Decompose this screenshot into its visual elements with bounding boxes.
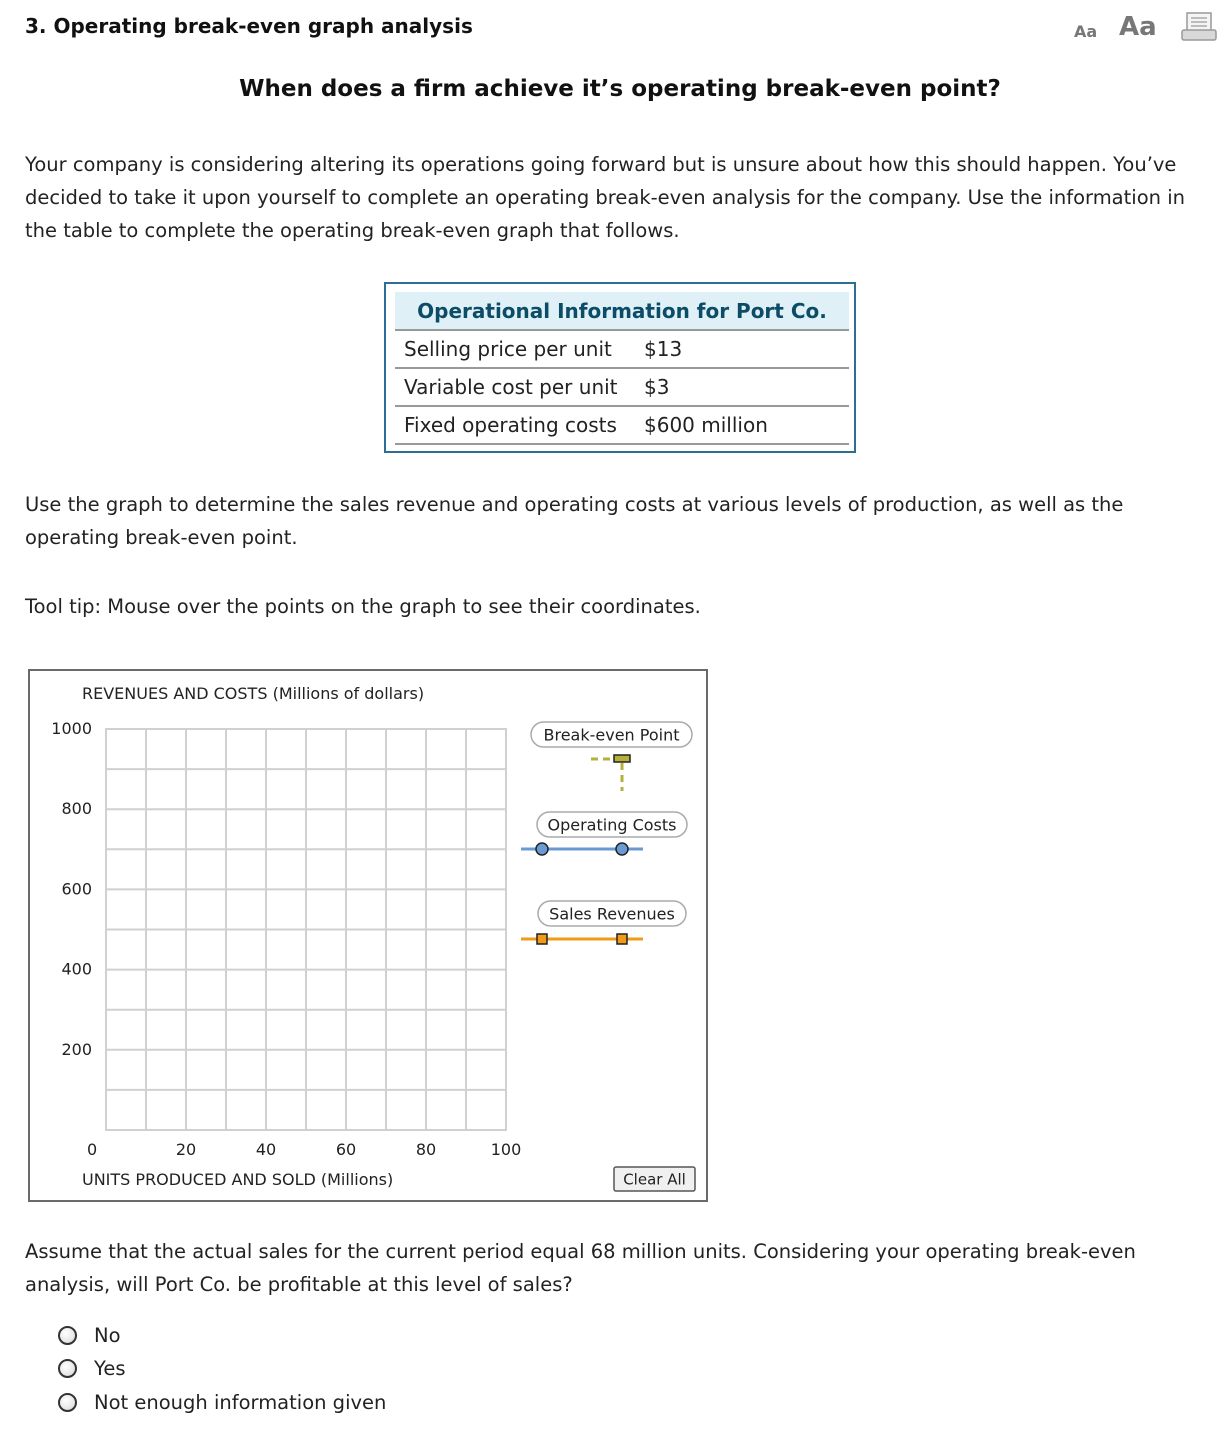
question-title: 3. Operating break-even graph analysis (25, 14, 473, 38)
row-label-selling-price: Selling price per unit (395, 330, 644, 368)
x-tick-label: 20 (175, 1140, 197, 1159)
answer-label-yes: Yes (94, 1356, 126, 1380)
operating-costs-tool[interactable] (521, 812, 687, 855)
radio-button-no[interactable] (58, 1326, 77, 1345)
sales-revenues-point-2[interactable] (617, 934, 627, 944)
graph-instructions: Use the graph to determine the sales revenue and operating costs at various levels of production, as well as the operating break-even point. (25, 493, 1124, 549)
y-tick-label: 1000 (51, 719, 92, 738)
answer-option-no[interactable] (58, 1321, 121, 1349)
row-value-fixed-costs: $600 million (644, 406, 849, 444)
break-even-label: Break-even Point (543, 725, 680, 745)
table-row (395, 330, 849, 368)
clear-all-label: Clear All (623, 1170, 686, 1189)
y-tick-label: 600 (61, 879, 92, 899)
radio-button-yes[interactable] (58, 1359, 77, 1378)
table-row (395, 368, 849, 406)
answer-option-yes[interactable] (58, 1354, 125, 1382)
printer-icon[interactable] (1181, 12, 1217, 46)
table-title: Operational Information for Port Co. (395, 292, 849, 330)
row-label-variable-cost: Variable cost per unit (395, 368, 644, 406)
radio-button-not-enough-info[interactable] (58, 1393, 77, 1412)
row-value-variable-cost: $3 (644, 368, 849, 406)
break-even-marker[interactable] (614, 755, 630, 762)
y-tick-label: 200 (61, 1039, 92, 1059)
row-label-fixed-costs: Fixed operating costs (395, 406, 644, 444)
question-text: Assume that the actual sales for the current period equal 68 million units. Considering your operating break-even analysis, will Port Co. be profitable at this level of sales? (25, 1240, 1136, 1296)
y-tick-label: 800 (61, 799, 92, 819)
x-tick-label: 40 (255, 1140, 277, 1159)
operating-costs-label: Operating Costs (547, 815, 677, 835)
operating-costs-point-1[interactable] (536, 843, 548, 855)
break-even-label-pill (531, 722, 692, 747)
tool-tip-text: Tool tip: Mouse over the points on the graph to see their coordinates. (25, 595, 701, 618)
operational-info-table (384, 282, 856, 453)
clear-all-button[interactable] (614, 1167, 695, 1191)
x-tick-label: 60 (335, 1140, 357, 1159)
sales-revenues-label: Sales Revenues (549, 904, 675, 924)
x-tick-label: 100 (490, 1140, 522, 1159)
plot-grid (106, 729, 506, 1130)
break-even-point-tool[interactable] (531, 722, 692, 791)
y-tick-label: 400 (61, 959, 92, 979)
section-heading: When does a firm achieve it’s operating break-even point? (239, 76, 1001, 102)
y-axis-title: REVENUES AND COSTS (Millions of dollars) (82, 684, 425, 703)
sales-revenues-point-1[interactable] (537, 934, 547, 944)
intro-paragraph: Your company is considering altering its operations going forward but is unsure about how this should happen. You’ve decided to take it upon yourself to complete an operating break-even analysis for the company. Use the information in the table to complete the operating break-even graph that follows. (25, 153, 1185, 242)
font-size-large-button[interactable]: Aa (1119, 12, 1157, 42)
row-value-selling-price: $13 (644, 330, 849, 368)
break-even-graph (28, 669, 708, 1202)
sales-revenues-label-pill (538, 901, 686, 926)
x-tick-label: 80 (415, 1140, 437, 1159)
graph-canvas[interactable] (30, 671, 706, 1200)
operating-costs-point-2[interactable] (616, 843, 628, 855)
answer-label-not-enough-info: Not enough information given (94, 1390, 387, 1414)
table-row (395, 406, 849, 444)
x-axis-title: UNITS PRODUCED AND SOLD (Millions) (82, 1170, 394, 1189)
answer-option-not-enough-info[interactable] (58, 1388, 386, 1416)
sales-revenues-tool[interactable] (521, 901, 686, 944)
font-size-small-button[interactable]: Aa (1074, 22, 1098, 41)
answer-label-no: No (94, 1323, 121, 1347)
operating-costs-label-pill (537, 812, 687, 837)
x-tick-label: 0 (87, 1140, 98, 1159)
